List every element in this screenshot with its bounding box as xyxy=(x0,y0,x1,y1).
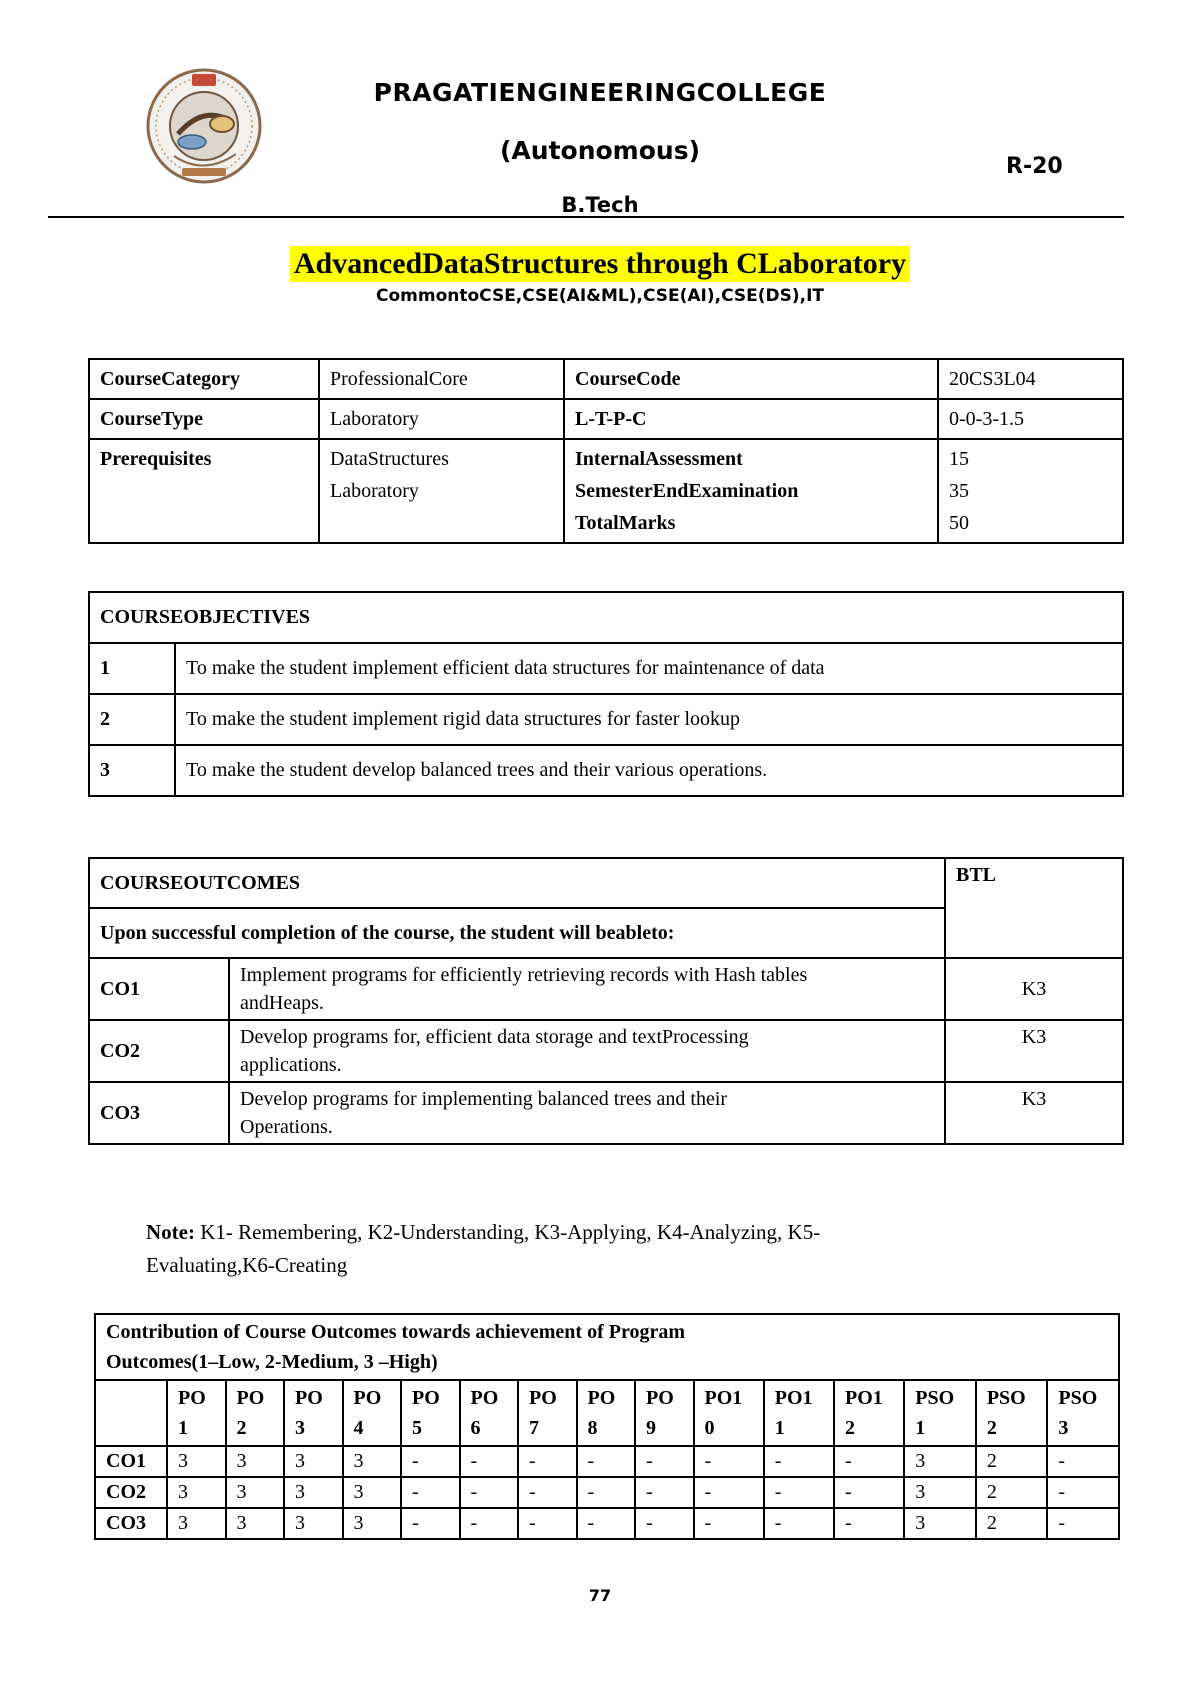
outcome-column-number: 7 xyxy=(529,1417,539,1439)
outcome-column-header xyxy=(1047,1380,1119,1446)
outcome-column-number: 4 xyxy=(353,1417,364,1439)
outcome-column-header xyxy=(460,1380,519,1446)
mapping-cell: - xyxy=(635,1508,694,1539)
outcome-column-header xyxy=(518,1380,577,1446)
regulation-label: R-20 xyxy=(1006,154,1063,179)
co-code: CO2 xyxy=(89,1020,229,1082)
outcome-column-number: 1 xyxy=(178,1417,188,1439)
outcome-column-number: 1 xyxy=(774,1417,785,1439)
btl-heading: BTL xyxy=(945,858,1123,958)
outcome-column-header xyxy=(635,1380,694,1446)
mapping-cell: - xyxy=(635,1446,694,1477)
mapping-cell: 3 xyxy=(284,1446,343,1477)
mapping-cell: - xyxy=(460,1477,519,1508)
contribution-title-line: Outcomes(1–Low, 2-Medium, 3 –High) xyxy=(106,1351,438,1373)
mapping-cell: - xyxy=(401,1446,460,1477)
note-label: Note: xyxy=(146,1220,195,1244)
outcome-column-prefix: PO xyxy=(529,1387,557,1409)
mapping-cell: 2 xyxy=(976,1508,1048,1539)
objectives-table xyxy=(88,591,1124,797)
table-row xyxy=(89,399,1123,439)
mapping-cell: 3 xyxy=(167,1446,226,1477)
co-btl: K3 xyxy=(945,958,1123,1020)
see-value: 35 xyxy=(949,480,969,502)
objective-number: 2 xyxy=(89,694,175,745)
course-info-table xyxy=(88,358,1124,544)
table-row xyxy=(89,439,1123,543)
mapping-cell: - xyxy=(834,1477,904,1508)
outcome-column-header xyxy=(167,1380,226,1446)
mapping-cell: - xyxy=(694,1446,764,1477)
outcome-column-number: 0 xyxy=(704,1417,715,1439)
table-row xyxy=(89,359,1123,399)
mapping-cell: 3 xyxy=(343,1477,402,1508)
objective-number: 1 xyxy=(89,643,175,694)
mapping-cell: - xyxy=(834,1508,904,1539)
mapping-cell: - xyxy=(834,1446,904,1477)
ltpc-value: 0-0-3-1.5 xyxy=(938,399,1123,439)
outcome-column-header xyxy=(226,1380,285,1446)
outcome-column-header xyxy=(401,1380,460,1446)
outcome-column-number: 3 xyxy=(295,1417,305,1439)
note-line: Evaluating,K6-Creating xyxy=(146,1253,348,1277)
outcome-column-header xyxy=(904,1380,976,1446)
outcome-column-prefix: PSO xyxy=(915,1387,955,1409)
co-line: Develop programs for implementing balanced trees and their xyxy=(240,1088,728,1110)
co-line: Implement programs for efficiently retrieving records with Hash tables xyxy=(240,964,808,986)
mapping-cell: 3 xyxy=(904,1477,976,1508)
co-btl: K3 xyxy=(945,1082,1123,1144)
objective-text: To make the student develop balanced trees and their various operations. xyxy=(175,745,1123,796)
outcomes-table xyxy=(88,857,1124,1145)
co-row-label: CO1 xyxy=(95,1446,167,1477)
internal-label: InternalAssessment xyxy=(575,448,743,470)
category-value: ProfessionalCore xyxy=(319,359,564,399)
mapping-cell: - xyxy=(764,1446,834,1477)
mapping-cell: - xyxy=(635,1477,694,1508)
mapping-cell: - xyxy=(518,1477,577,1508)
outcome-column-number: 9 xyxy=(646,1417,656,1439)
mapping-cell: - xyxy=(577,1477,636,1508)
table-row xyxy=(95,1446,1119,1477)
outcome-column-prefix: PO xyxy=(353,1387,382,1409)
header-divider xyxy=(48,216,1124,218)
common-to: CommontoCSE,CSE(AI&ML),CSE(AI),CSE(DS),IT xyxy=(375,286,825,306)
outcome-column-header xyxy=(834,1380,904,1446)
mapping-cell: - xyxy=(694,1508,764,1539)
contribution-title-line: Contribution of Course Outcomes towards achievement of Program xyxy=(106,1321,685,1343)
mapping-cell: 3 xyxy=(167,1477,226,1508)
co-row-label: CO2 xyxy=(95,1477,167,1508)
mapping-cell: 3 xyxy=(343,1508,402,1539)
outcome-column-header xyxy=(284,1380,343,1446)
mapping-cell: 3 xyxy=(226,1446,285,1477)
outcome-column-number: 5 xyxy=(412,1417,422,1439)
total-value: 50 xyxy=(949,512,969,534)
outcome-column-prefix: PO xyxy=(178,1387,206,1409)
table-row xyxy=(95,1314,1119,1380)
contribution-body xyxy=(95,1314,1119,1539)
outcome-column-number: 8 xyxy=(587,1417,598,1439)
co-line: andHeaps. xyxy=(240,992,324,1014)
prereq-value-line: DataStructures xyxy=(330,448,449,470)
table-row xyxy=(89,958,1123,1020)
mapping-cell: 3 xyxy=(226,1508,285,1539)
mapping-cell: 3 xyxy=(284,1477,343,1508)
page-number: 77 xyxy=(588,1586,612,1605)
outcome-column-prefix: PO xyxy=(236,1387,265,1409)
co-description xyxy=(229,1082,945,1144)
co-description xyxy=(229,1020,945,1082)
marks-labels xyxy=(564,439,938,543)
table-row xyxy=(89,592,1123,643)
type-value: Laboratory xyxy=(319,399,564,439)
outcome-column-prefix: PO xyxy=(295,1387,323,1409)
mapping-cell: - xyxy=(577,1446,636,1477)
outcome-column-header xyxy=(764,1380,834,1446)
co-line: applications. xyxy=(240,1054,342,1076)
contribution-title xyxy=(95,1314,1119,1380)
co-code: CO1 xyxy=(89,958,229,1020)
table-row xyxy=(95,1380,1119,1446)
outcomes-intro: Upon successful completion of the course, the student will beableto: xyxy=(89,908,945,958)
outcome-column-prefix: PSO xyxy=(986,1387,1026,1409)
outcome-column-header xyxy=(343,1380,402,1446)
objective-text: To make the student implement efficient data structures for maintenance of data xyxy=(175,643,1123,694)
outcome-column-prefix: PSO xyxy=(1058,1387,1098,1409)
mapping-cell: - xyxy=(1047,1477,1119,1508)
co-line: Develop programs for, efficient data storage and textProcessing xyxy=(240,1026,749,1048)
outcome-column-number: 6 xyxy=(470,1417,481,1439)
ltpc-label: L-T-P-C xyxy=(564,399,938,439)
mapping-cell: - xyxy=(460,1446,519,1477)
marks-values xyxy=(938,439,1123,543)
internal-value: 15 xyxy=(949,448,969,470)
mapping-cell: - xyxy=(1047,1508,1119,1539)
outcome-column-number: 2 xyxy=(845,1417,855,1439)
type-label: CourseType xyxy=(89,399,319,439)
total-label: TotalMarks xyxy=(575,512,676,534)
table-row xyxy=(95,1477,1119,1508)
contribution-table xyxy=(94,1313,1120,1540)
table-row xyxy=(89,858,1123,908)
mapping-cell: - xyxy=(694,1477,764,1508)
mapping-cell: 3 xyxy=(343,1446,402,1477)
mapping-cell: - xyxy=(518,1508,577,1539)
table-row xyxy=(89,643,1123,694)
outcome-column-prefix: PO1 xyxy=(774,1387,813,1409)
outcome-column-number: 3 xyxy=(1058,1417,1069,1439)
autonomous-label: (Autonomous) xyxy=(500,136,700,165)
mapping-cell: 2 xyxy=(976,1446,1048,1477)
outcome-column-prefix: PO1 xyxy=(845,1387,883,1409)
objective-text: To make the student implement rigid data structures for faster lookup xyxy=(175,694,1123,745)
co-btl: K3 xyxy=(945,1020,1123,1082)
note-line xyxy=(146,1216,946,1249)
mapping-cell: - xyxy=(518,1446,577,1477)
mapping-cell: 3 xyxy=(226,1477,285,1508)
course-title: AdvancedDataStructures through CLaboratory xyxy=(290,246,910,282)
outcome-column-number: 1 xyxy=(915,1417,926,1439)
mapping-cell: - xyxy=(1047,1446,1119,1477)
mapping-cell: - xyxy=(460,1508,519,1539)
category-label: CourseCategory xyxy=(89,359,319,399)
outcome-column-prefix: PO xyxy=(587,1387,616,1409)
table-row xyxy=(89,1020,1123,1082)
outcome-column-header xyxy=(976,1380,1048,1446)
outcome-column-prefix: PO xyxy=(412,1387,440,1409)
mapping-cell: 3 xyxy=(904,1446,976,1477)
mapping-cell: - xyxy=(401,1508,460,1539)
see-label: SemesterEndExamination xyxy=(575,480,799,502)
table-row xyxy=(89,694,1123,745)
co-row-label: CO3 xyxy=(95,1508,167,1539)
outcome-column-prefix: PO xyxy=(646,1387,674,1409)
prereq-label: Prerequisites xyxy=(89,439,319,543)
co-code: CO3 xyxy=(89,1082,229,1144)
table-row xyxy=(89,1082,1123,1144)
outcome-column-number: 2 xyxy=(236,1417,247,1439)
note-text: K1- Remembering, K2-Understanding, K3-Applying, K4-Analyzing, K5- xyxy=(194,1220,821,1244)
outcome-column-header xyxy=(694,1380,764,1446)
mapping-cell: 3 xyxy=(904,1508,976,1539)
outcome-column-header xyxy=(577,1380,636,1446)
mapping-cell: - xyxy=(764,1508,834,1539)
corner-cell xyxy=(95,1380,167,1446)
outcome-column-prefix: PO1 xyxy=(704,1387,743,1409)
mapping-cell: 3 xyxy=(284,1508,343,1539)
outcome-column-number: 2 xyxy=(986,1417,997,1439)
btl-note xyxy=(146,1216,946,1282)
prereq-value xyxy=(319,439,564,543)
co-line: Operations. xyxy=(240,1116,333,1138)
table-row xyxy=(89,745,1123,796)
prereq-value-line: Laboratory xyxy=(330,480,419,502)
mapping-cell: - xyxy=(401,1477,460,1508)
outcomes-heading: COURSEOUTCOMES xyxy=(89,858,945,908)
course-title-wrap xyxy=(0,246,1200,282)
mapping-cell: 3 xyxy=(167,1508,226,1539)
college-name: PRAGATIENGINEERINGCOLLEGE xyxy=(373,78,827,107)
objectives-heading: COURSEOBJECTIVES xyxy=(89,592,1123,643)
mapping-cell: - xyxy=(577,1508,636,1539)
degree-label: B.Tech xyxy=(561,193,639,217)
co-description xyxy=(229,958,945,1020)
code-value: 20CS3L04 xyxy=(938,359,1123,399)
code-label: CourseCode xyxy=(564,359,938,399)
mapping-cell: 2 xyxy=(976,1477,1048,1508)
table-row xyxy=(95,1508,1119,1539)
mapping-cell: - xyxy=(764,1477,834,1508)
outcome-column-prefix: PO xyxy=(470,1387,499,1409)
objective-number: 3 xyxy=(89,745,175,796)
